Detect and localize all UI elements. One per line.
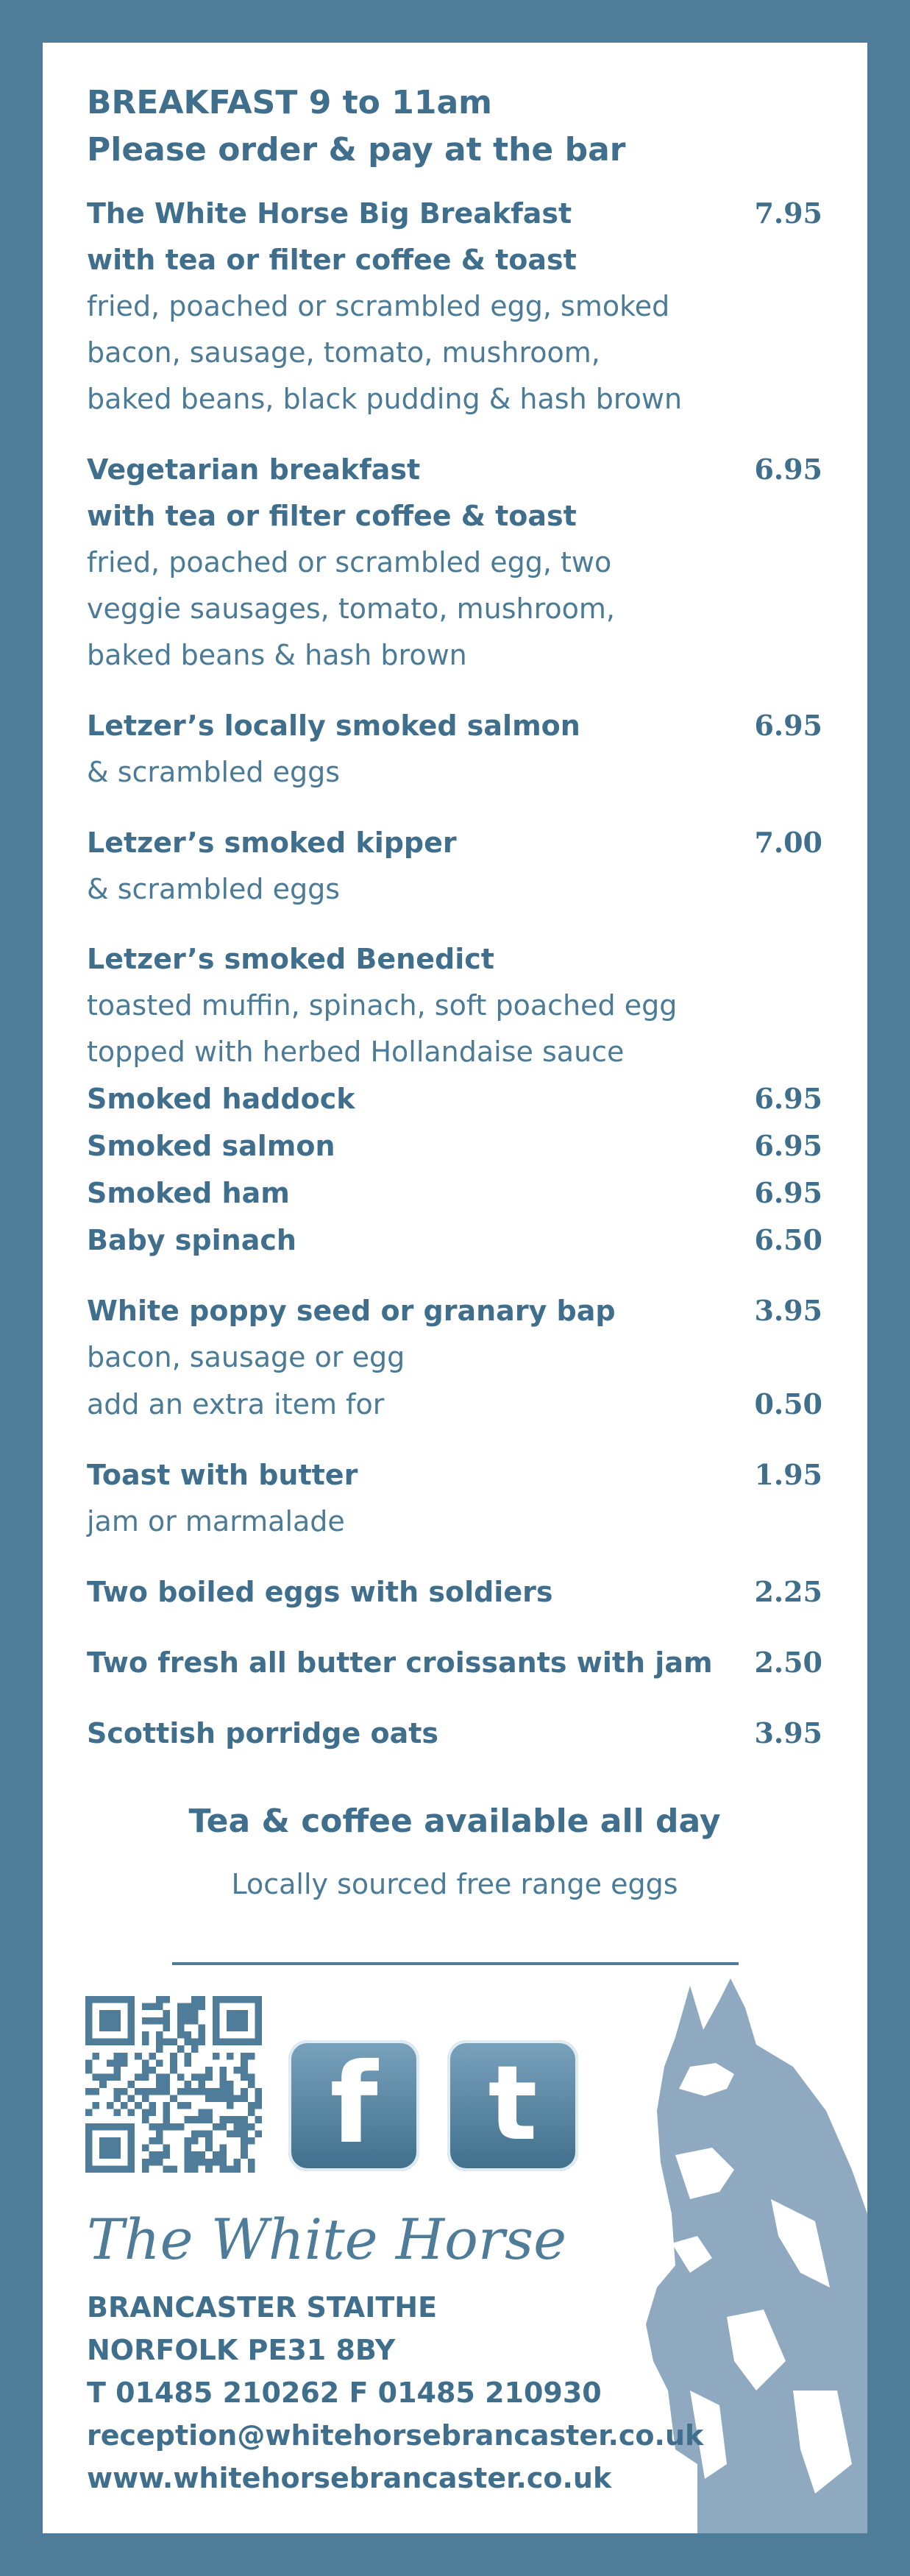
- menu-item-row: [87, 1287, 822, 1334]
- email-link[interactable]: reception@whitehorsebrancaster.co.uk: [87, 2419, 704, 2452]
- menu-item-name: Two boiled eggs with soldiers: [87, 1576, 553, 1608]
- menu-item-row: [87, 702, 822, 749]
- menu-extra-price: 0.50: [754, 1387, 822, 1420]
- menu-item-description: baked beans, black pudding & hash brown: [87, 383, 683, 415]
- menu-extra-label: add an extra item for: [87, 1388, 385, 1420]
- menu-item-name: Scottish porridge oats: [87, 1717, 439, 1749]
- menu-item-description: topped with herbed Hollandaise sauce: [87, 1036, 625, 1068]
- menu-item-description: fried, poached or scrambled egg, smoked: [87, 290, 670, 322]
- twitter-icon[interactable]: [447, 2040, 578, 2171]
- tea-coffee-note: Tea & coffee available all day: [188, 1802, 721, 1840]
- menu-option-row: [87, 1075, 822, 1122]
- menu-item-price: 6.95: [754, 453, 822, 486]
- menu-option-price: 6.95: [754, 1176, 822, 1209]
- menu-item-description: veggie sausages, tomato, mushroom,: [87, 592, 615, 625]
- menu-item-row: [87, 446, 822, 493]
- menu-option-price: 6.95: [754, 1082, 822, 1115]
- eggs-note: Locally sourced free range eggs: [231, 1868, 678, 1900]
- menu-item: [87, 702, 822, 796]
- menu-item: [87, 1451, 822, 1545]
- menu-item-row: [87, 819, 822, 866]
- menu-item-description: baked beans & hash brown: [87, 639, 467, 671]
- menu-item-description: toasted muffin, spinach, soft poached egg: [87, 989, 678, 1022]
- menu-item-row: [87, 936, 822, 983]
- facebook-icon[interactable]: [288, 2040, 419, 2171]
- menu-item: [87, 1639, 822, 1686]
- menu-header: [87, 79, 822, 174]
- menu-option-name: Smoked ham: [87, 1177, 290, 1209]
- menu-item: [87, 1710, 822, 1757]
- menu-content: [87, 79, 822, 1904]
- menu-item: [87, 1287, 822, 1428]
- menu-item-row: [87, 1639, 822, 1686]
- menu-item: [87, 190, 822, 422]
- menu-item-description: & scrambled eggs: [87, 756, 341, 788]
- menu-item-name: The White Horse Big Breakfast: [87, 197, 572, 230]
- menu-item-description: fried, poached or scrambled egg, two: [87, 546, 612, 578]
- brand-logo: The White Horse: [87, 2207, 567, 2272]
- menu-items-list: [87, 190, 822, 1757]
- qr-code-icon[interactable]: [85, 1996, 262, 2173]
- menu-extra-row: [87, 1381, 822, 1428]
- menu-item-description: bacon, sausage or egg: [87, 1341, 405, 1373]
- menu-item-name: Toast with butter: [87, 1459, 358, 1491]
- menu-item-row: [87, 1568, 822, 1616]
- menu-item-price: 2.50: [754, 1646, 822, 1679]
- menu-item-description: jam or marmalade: [87, 1505, 345, 1538]
- menu-item: [87, 1568, 822, 1616]
- menu-item-name: Two fresh all butter croissants with jam: [87, 1646, 713, 1679]
- menu-item-row: [87, 1710, 822, 1757]
- menu-item-price: 6.95: [754, 709, 822, 742]
- menu-item-price: 3.95: [754, 1294, 822, 1327]
- menu-item-name: Vegetarian breakfast: [87, 453, 421, 486]
- menu-option-name: Baby spinach: [87, 1224, 296, 1256]
- menu-item-price: 2.25: [754, 1575, 822, 1608]
- menu-page: [43, 43, 867, 2533]
- menu-item-name: Letzer’s locally smoked salmon: [87, 710, 580, 742]
- menu-option-row: [87, 1170, 822, 1217]
- menu-option-price: 6.95: [754, 1129, 822, 1162]
- divider-line: [172, 1962, 739, 1965]
- menu-item-name: Letzer’s smoked Benedict: [87, 943, 494, 975]
- phone-fax: T 01485 210262 F 01485 210930: [87, 2377, 602, 2409]
- menu-item-row: [87, 190, 822, 237]
- menu-item: [87, 936, 822, 1264]
- menu-item-name: White poppy seed or granary bap: [87, 1295, 616, 1327]
- menu-item-name: Letzer’s smoked kipper: [87, 827, 457, 859]
- address-line1: BRANCASTER STAITHE: [87, 2291, 438, 2324]
- menu-title: BREAKFAST 9 to 11am: [87, 84, 492, 121]
- menu-item-price: 7.95: [754, 197, 822, 230]
- menu-option-name: Smoked salmon: [87, 1130, 335, 1162]
- menu-item-price: 7.00: [754, 826, 822, 859]
- address-line2: NORFOLK PE31 8BY: [87, 2334, 396, 2366]
- facebook-glyph: f: [330, 2040, 378, 2168]
- order-note: Please order & pay at the bar: [87, 131, 626, 169]
- address-block: [87, 2286, 703, 2499]
- menu-item-subtitle: with tea or filter coffee & toast: [87, 244, 577, 276]
- menu-item-row: [87, 1451, 822, 1498]
- menu-item-price: 1.95: [754, 1458, 822, 1491]
- menu-item-description: & scrambled eggs: [87, 873, 341, 905]
- menu-item-price: 3.95: [754, 1716, 822, 1749]
- twitter-glyph: t: [488, 2044, 538, 2164]
- menu-option-name: Smoked haddock: [87, 1083, 355, 1115]
- menu-option-price: 6.50: [754, 1223, 822, 1256]
- menu-item-description: bacon, sausage, tomato, mushroom,: [87, 336, 600, 369]
- menu-item: [87, 446, 822, 679]
- menu-option-row: [87, 1122, 822, 1170]
- menu-item-subtitle: with tea or filter coffee & toast: [87, 500, 577, 532]
- menu-item: [87, 819, 822, 913]
- website-link[interactable]: www.whitehorsebrancaster.co.uk: [87, 2462, 612, 2494]
- menu-option-row: [87, 1217, 822, 1264]
